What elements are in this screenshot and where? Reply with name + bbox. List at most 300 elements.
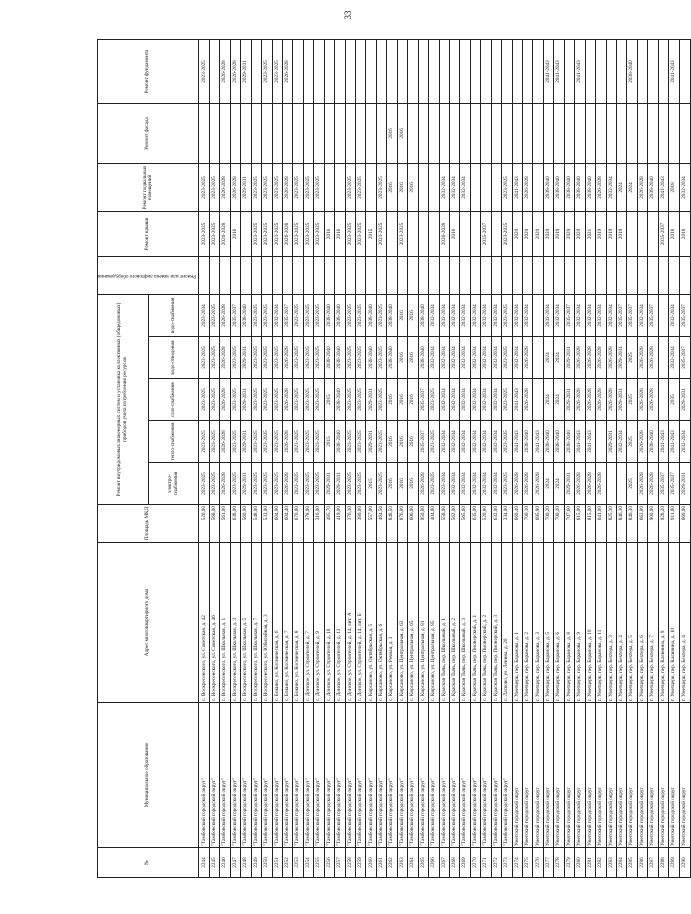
cell-electricity: 2029-2031 — [564, 463, 574, 505]
cell-facade — [658, 103, 668, 163]
cell-electricity: 2023-2034 — [439, 463, 449, 505]
cell-water: 2023-2025 — [209, 337, 219, 379]
cell-heat: 2041-2043 — [669, 421, 679, 463]
cell-gas: 2016 — [397, 379, 407, 421]
cell-gas: 2032-2034 — [460, 379, 470, 421]
cell-electricity: 2016 — [408, 463, 418, 505]
cell-water: 2026-2028 — [575, 337, 585, 379]
table-row — [314, 39, 324, 877]
cell-municipality: "Тамбовский городской округ" — [262, 703, 272, 848]
cell-water: 2023-2025 — [272, 337, 282, 379]
cell-foundation — [460, 39, 470, 103]
cell-address: г. Уметцерк, пер. Баранова, д. 10 — [585, 543, 595, 703]
cell-gas: 2026-2028 — [575, 379, 585, 421]
rotated-document-table — [97, 40, 687, 878]
cell-foundation — [502, 39, 512, 103]
cell-area: 700,20 — [554, 505, 564, 543]
cell-water: 2023-2025 — [502, 337, 512, 379]
cell-basement: 2032-2034 — [439, 163, 449, 211]
cell-facade — [418, 103, 428, 163]
cell-electricity: 2029-2031 — [679, 463, 690, 505]
table-row — [262, 39, 272, 877]
cell-municipality: "Тамбовский городской округ" — [408, 703, 418, 848]
cell-facade — [314, 103, 324, 163]
cell-sewer: 2032-2034 — [449, 294, 459, 336]
cell-heat: 2023-2025 — [429, 421, 439, 463]
cell-basement: 2016 — [397, 163, 407, 211]
cell-roof — [460, 211, 470, 256]
cell-area: 334,00 — [502, 505, 512, 543]
cell-foundation — [335, 39, 345, 103]
cell-gas: 2023-2025 — [502, 379, 512, 421]
cell-water: 2032-2034 — [669, 337, 679, 379]
cell-facade — [606, 103, 616, 163]
table-row — [449, 39, 459, 877]
cell-sewer: 2038-2040 — [418, 294, 428, 336]
header-repair-group: Ремонт внутридомовых инженерных систем и установка коллективных (общедомовых) приборов учета потребления ресурсов — [98, 294, 149, 504]
cell-facade: 2016 — [387, 103, 397, 163]
cell-basement: 2038-2040 — [543, 163, 553, 211]
cell-num: 2264 — [408, 848, 418, 878]
cell-num: 2247 — [230, 848, 240, 878]
cell-elevator — [241, 256, 251, 294]
cell-roof: 2023-2025 — [262, 211, 272, 256]
cell-area: 464,56 — [376, 505, 386, 543]
cell-area: 825,30 — [606, 505, 616, 543]
cell-elevator — [345, 256, 355, 294]
cell-sewer: 2023-2025 — [293, 294, 303, 336]
cell-num: 2277 — [543, 848, 553, 878]
cell-gas: 2035 — [669, 379, 679, 421]
cell-basement — [366, 163, 376, 211]
cell-roof: 2023-2025 — [209, 211, 219, 256]
cell-num: 2258 — [345, 848, 355, 878]
cell-foundation — [429, 39, 439, 103]
header-elevator — [98, 256, 199, 294]
cell-elevator — [648, 256, 658, 294]
cell-area: 558,00 — [439, 505, 449, 543]
cell-num: 2278 — [554, 848, 564, 878]
cell-municipality: "Тамбовский городской округ" — [460, 703, 470, 848]
table-row — [460, 39, 470, 877]
cell-heat: 2038-2040 — [335, 421, 345, 463]
cell-address: г. Уметцерк, пер. Баранова, д. 6 — [554, 543, 564, 703]
cell-address: с. Донское, ул. Строителей, д. 14, лит. Б — [356, 543, 366, 703]
cell-area: 815,00 — [575, 505, 585, 543]
cell-water: 2032-2034 — [470, 337, 480, 379]
cell-address: г. Уметцерк, пер. Баранова, д. 5 — [543, 543, 553, 703]
cell-foundation — [356, 39, 366, 103]
cell-foundation — [251, 39, 261, 103]
cell-basement — [491, 163, 501, 211]
cell-num: 2252 — [282, 848, 292, 878]
cell-electricity: 2026-2028 — [523, 463, 533, 505]
cell-roof: 2035-2037 — [658, 211, 668, 256]
cell-basement — [533, 163, 543, 211]
cell-heat: 2038-2040 — [523, 421, 533, 463]
cell-num: 2250 — [262, 848, 272, 878]
cell-roof: 2023-2025 — [272, 211, 282, 256]
cell-address: с. Воскресенского, ул. Школьная, д. 3 — [230, 543, 240, 703]
cell-basement: 2032-2034 — [606, 163, 616, 211]
cell-address: г. Уметцерк, пер. Бехтера, д. 4 — [616, 543, 626, 703]
cell-water — [658, 337, 668, 379]
cell-sewer: 2035-2037 — [282, 294, 292, 336]
cell-address: с. Кирсаново, ул. Центральная, д. 65 — [408, 543, 418, 703]
cell-address: г. Уметцерк, пер. Бехтера, д. 6 — [637, 543, 647, 703]
cell-foundation: 2026-2028 — [230, 39, 240, 103]
cell-area: 485,70 — [324, 505, 334, 543]
cell-electricity: 2023-2025 — [262, 463, 272, 505]
cell-num: 2286 — [637, 848, 647, 878]
cell-roof — [418, 211, 428, 256]
cell-heat: 2023-2025 — [376, 421, 386, 463]
table-row — [293, 39, 303, 877]
cell-foundation — [470, 39, 480, 103]
cell-gas: 2016 — [387, 379, 397, 421]
cell-facade — [439, 103, 449, 163]
cell-area: 846,30 — [616, 505, 626, 543]
cell-heat: 2029-2031 — [241, 421, 251, 463]
cell-electricity: 2023-2025 — [293, 463, 303, 505]
cell-num: 2270 — [470, 848, 480, 878]
table-row — [356, 39, 366, 877]
cell-municipality: "Тамбовский городской округ" — [491, 703, 501, 848]
cell-water: 2026-2028 — [585, 337, 595, 379]
cell-gas: 2023-2025 — [376, 379, 386, 421]
table-row — [533, 39, 543, 877]
cell-basement: 2026-2028 — [230, 163, 240, 211]
cell-area: 404,00 — [429, 505, 439, 543]
cell-basement: 2038-2040 — [648, 163, 658, 211]
cell-elevator — [272, 256, 282, 294]
cell-facade — [596, 103, 606, 163]
cell-basement: 2023-2025 — [502, 163, 512, 211]
cell-num: 2254 — [303, 848, 313, 878]
cell-heat: 2041-2043 — [575, 421, 585, 463]
cell-basement: 2023-2025 — [345, 163, 355, 211]
cell-heat: 2023-2025 — [293, 421, 303, 463]
cell-facade — [512, 103, 522, 163]
cell-heat: 2023-2025 — [209, 421, 219, 463]
cell-sewer — [533, 294, 543, 336]
cell-address: с. Воскресенского, ул. Школьная, д. 1 — [220, 543, 230, 703]
cell-sewer: 2023-2025 — [209, 294, 219, 336]
cell-address: с. Бокино, ул. Космическая, д. 7 — [282, 543, 292, 703]
cell-address: с. Красная Тычь, пер. Пионерский, д. 1 — [470, 543, 480, 703]
cell-municipality: "Тамбовский городской округ" — [356, 703, 366, 848]
cell-facade — [335, 103, 345, 163]
cell-gas: 2026-2028 — [282, 379, 292, 421]
cell-electricity: 2035-2037 — [669, 463, 679, 505]
cell-address: г. Уметцерк, пер. Баранова, д. 2 — [523, 543, 533, 703]
cell-area: 548,00 — [251, 505, 261, 543]
cell-address: с. Кирсаново, ул. Центральная, д. 85 — [429, 543, 439, 703]
cell-gas: 2029-2031 — [366, 379, 376, 421]
cell-gas: 2024 — [543, 379, 553, 421]
cell-heat — [596, 421, 606, 463]
cell-water: 2024 — [554, 337, 564, 379]
cell-electricity: 2026-2028 — [575, 463, 585, 505]
cell-elevator — [220, 256, 230, 294]
cell-roof: 2018 — [669, 211, 679, 256]
cell-sewer: 2032-2034 — [554, 294, 564, 336]
cell-gas: 2032-2034 — [470, 379, 480, 421]
cell-facade — [533, 103, 543, 163]
cell-area: 557,00 — [366, 505, 376, 543]
table-row — [543, 39, 553, 877]
cell-facade — [408, 103, 418, 163]
cell-heat: 2023-2025 — [251, 421, 261, 463]
cell-num: 2246 — [220, 848, 230, 878]
cell-foundation — [616, 39, 626, 103]
cell-electricity: 2032-2034 — [460, 463, 470, 505]
cell-facade — [679, 103, 690, 163]
cell-municipality: "Тамбовский городской округ" — [251, 703, 261, 848]
cell-elevator — [303, 256, 313, 294]
cell-facade — [491, 103, 501, 163]
header-sewer: водо-снабжения — [148, 294, 199, 336]
cell-facade — [481, 103, 491, 163]
cell-sewer: 2023-2025 — [251, 294, 261, 336]
cell-foundation: 2026-2028 — [282, 39, 292, 103]
cell-gas: 2032-2034 — [449, 379, 459, 421]
cell-municipality: "Тамбовский городской округ" — [314, 703, 324, 848]
cell-gas: 2029-2031 — [616, 379, 626, 421]
cell-basement: 2032-2034 — [449, 163, 459, 211]
cell-foundation — [679, 39, 690, 103]
cell-address: с. Кирсаново, ул. Октябрьская, д. 6 — [376, 543, 386, 703]
cell-elevator — [335, 256, 345, 294]
cell-num: 2255 — [314, 848, 324, 878]
cell-municipality: "Тамбовский городской округ" — [481, 703, 491, 848]
cell-address: с. Воскресенского, ул. Советская, д. 46 — [209, 543, 219, 703]
cell-elevator — [460, 256, 470, 294]
cell-elevator — [470, 256, 480, 294]
cell-area: 635,00 — [470, 505, 480, 543]
cell-foundation — [345, 39, 355, 103]
cell-elevator — [543, 256, 553, 294]
cell-municipality: "Тамбовский городской округ" — [303, 703, 313, 848]
cell-basement: 2041-2043 — [658, 163, 668, 211]
cell-sewer: 2038-2040 — [324, 294, 334, 336]
cell-sewer: 2032-2034 — [523, 294, 533, 336]
cell-foundation: 2041-2043 — [575, 39, 585, 103]
cell-sewer: 2035-2037 — [648, 294, 658, 336]
cell-water: 2023-2025 — [345, 337, 355, 379]
cell-num: 2263 — [397, 848, 407, 878]
cell-basement: 2026-2028 — [596, 163, 606, 211]
table-row — [679, 39, 690, 877]
cell-elevator — [282, 256, 292, 294]
cell-municipality: "Тамбовский городской округ" — [502, 703, 512, 848]
cell-water: 2038-2040 — [324, 337, 334, 379]
cell-electricity: 2015 — [366, 463, 376, 505]
cell-foundation: 2041-2043 — [543, 39, 553, 103]
cell-address: с. Кирсаново, ул. Октябрьская, д. 5 — [366, 543, 376, 703]
cell-heat: 2026-2028 — [220, 421, 230, 463]
header-heat: тепло-снабжения — [148, 421, 199, 463]
cell-facade — [554, 103, 564, 163]
cell-elevator — [209, 256, 219, 294]
cell-electricity: 2026-2028 — [533, 463, 543, 505]
cell-water: 2032-2034 — [512, 337, 522, 379]
cell-facade — [220, 103, 230, 163]
cell-electricity: 2032-2034 — [449, 463, 459, 505]
cell-municipality: Уметский городской округ — [512, 703, 522, 848]
cell-num: 2280 — [575, 848, 585, 878]
cell-municipality: "Тамбовский городской округ" — [293, 703, 303, 848]
cell-municipality: Уметский городской округ — [658, 703, 668, 848]
cell-num: 2261 — [376, 848, 386, 878]
cell-roof: 2021 — [585, 211, 595, 256]
header-basement: Ремонт подвальных помещений — [98, 163, 199, 211]
table-row — [627, 39, 637, 877]
cell-num: 2251 — [272, 848, 282, 878]
cell-gas: 2016 — [408, 379, 418, 421]
cell-electricity: 2023-2025 — [230, 463, 240, 505]
table-row — [345, 39, 355, 877]
cell-address: с. Кирсаново, ул. Речная, д. 3 — [387, 543, 397, 703]
cell-address: с. Красная Тычь, пер. Школьный, д. 1 — [439, 543, 449, 703]
cell-heat: 2032-2034 — [679, 421, 690, 463]
cell-num: 2259 — [356, 848, 366, 878]
cell-num: 2260 — [366, 848, 376, 878]
cell-heat: 2032-2034 — [449, 421, 459, 463]
cell-electricity: 2032-2034 — [491, 463, 501, 505]
cell-electricity: 2032-2034 — [470, 463, 480, 505]
cell-roof — [470, 211, 480, 256]
cell-num: 2285 — [627, 848, 637, 878]
cell-roof: 2023-2025 — [314, 211, 324, 256]
cell-address: с. Донское, ул. Строителей, д. 10 — [324, 543, 334, 703]
cell-heat: 2025 — [627, 421, 637, 463]
cell-basement: 2023-2025 — [314, 163, 324, 211]
cell-electricity — [606, 463, 616, 505]
cell-sewer: 2032-2034 — [491, 294, 501, 336]
cell-address: г. Уметцерк, пер. Бехтера, д. 3 — [606, 543, 616, 703]
cell-area: 900,00 — [648, 505, 658, 543]
cell-gas: 2035-2037 — [418, 379, 428, 421]
cell-roof: 2020 — [564, 211, 574, 256]
cell-municipality: "Тамбовский городской округ" — [209, 703, 219, 848]
cell-heat: 2029-2031 — [606, 421, 616, 463]
cell-water: 2016 — [397, 337, 407, 379]
cell-electricity: 2035-2037 — [658, 463, 668, 505]
table-row — [637, 39, 647, 877]
table-row — [669, 39, 679, 877]
cell-heat: 2023-2025 — [230, 421, 240, 463]
cell-electricity: 2029-2031 — [324, 463, 334, 505]
cell-electricity: 2023-2025 — [356, 463, 366, 505]
cell-municipality: "Тамбовский городской округ" — [376, 703, 386, 848]
cell-water: 2038-2040 — [366, 337, 376, 379]
cell-foundation — [439, 39, 449, 103]
cell-basement: 2038-2040 — [575, 163, 585, 211]
cell-area: 663,00 — [637, 505, 647, 543]
cell-water: 2038-2040 — [418, 337, 428, 379]
table-row — [387, 39, 397, 877]
header-electricity: электро-снабжения — [148, 463, 199, 505]
cell-elevator — [606, 256, 616, 294]
cell-basement: 2041-2043 — [512, 163, 522, 211]
cell-num: 2268 — [449, 848, 459, 878]
cell-sewer: 2032-2034 — [543, 294, 553, 336]
table-row — [230, 39, 240, 877]
cell-municipality: Уметский городской округ — [575, 703, 585, 848]
cell-address: с. Красная Тычь, пер. Школьный, д. 2 — [449, 543, 459, 703]
cell-water: 2029-2031 — [564, 337, 574, 379]
cell-electricity: 2023-2025 — [303, 463, 313, 505]
cell-water: 2023-2025 — [314, 337, 324, 379]
table-row — [209, 39, 219, 877]
cell-gas: 2029-2031 — [241, 379, 251, 421]
cell-basement: 2023-2025 — [293, 163, 303, 211]
cell-heat: 2032-2034 — [616, 421, 626, 463]
cell-foundation — [637, 39, 647, 103]
cell-facade — [543, 103, 553, 163]
cell-area: 641,00 — [596, 505, 606, 543]
cell-facade — [345, 103, 355, 163]
cell-foundation — [481, 39, 491, 103]
cell-heat: 2041-2043 — [512, 421, 522, 463]
cell-sewer: 2035-2037 — [230, 294, 240, 336]
cell-elevator — [627, 256, 637, 294]
cell-electricity: 2026-2028 — [596, 463, 606, 505]
cell-heat: 2032-2034 — [470, 421, 480, 463]
cell-electricity: 2026-2028 — [648, 463, 658, 505]
cell-roof: 2023-2025 — [345, 211, 355, 256]
cell-water: 2026-2028 — [637, 337, 647, 379]
cell-foundation: 2041-2043 — [554, 39, 564, 103]
cell-elevator — [262, 256, 272, 294]
table-row — [418, 39, 428, 877]
cell-address: с. Воскресенского, ул. Советская, д. 42 — [199, 543, 209, 703]
cell-sewer: 2032-2034 — [481, 294, 491, 336]
cell-municipality: "Тамбовский городской округ" — [335, 703, 345, 848]
cell-num: 2244 — [199, 848, 209, 878]
cell-facade — [669, 103, 679, 163]
cell-area: 380,00 — [356, 505, 366, 543]
header-municipality: Муниципальное образование — [98, 703, 199, 848]
cell-roof: 2023-2025 — [199, 211, 209, 256]
cell-foundation — [449, 39, 459, 103]
cell-water: 2026-2028 — [523, 337, 533, 379]
cell-facade — [303, 103, 313, 163]
cell-roof: 2019 — [596, 211, 606, 256]
cell-elevator — [616, 256, 626, 294]
cell-address: с. Кирсаново, ул. Центральная, д. 63 — [397, 543, 407, 703]
cell-foundation: 2041-2043 — [669, 39, 679, 103]
cell-elevator — [324, 256, 334, 294]
cell-foundation: 2026-2028 — [220, 39, 230, 103]
cell-electricity: 2026-2028 — [585, 463, 595, 505]
cell-sewer: 2032-2034 — [585, 294, 595, 336]
cell-area: 695,90 — [533, 505, 543, 543]
cell-address: г. Уметцерк, пер. Баранова, д. 1 — [512, 543, 522, 703]
cell-address: с. Воскресенского, ул. Юбилейная, д. 3 — [262, 543, 272, 703]
table-row — [335, 39, 345, 877]
cell-electricity — [616, 463, 626, 505]
cell-elevator — [439, 256, 449, 294]
cell-electricity: 2023-2025 — [199, 463, 209, 505]
cell-municipality: Уметский городской округ — [543, 703, 553, 848]
cell-elevator — [512, 256, 522, 294]
header-area: Площадь МКД — [98, 505, 199, 543]
cell-gas — [533, 379, 543, 421]
cell-foundation — [491, 39, 501, 103]
cell-elevator — [376, 256, 386, 294]
